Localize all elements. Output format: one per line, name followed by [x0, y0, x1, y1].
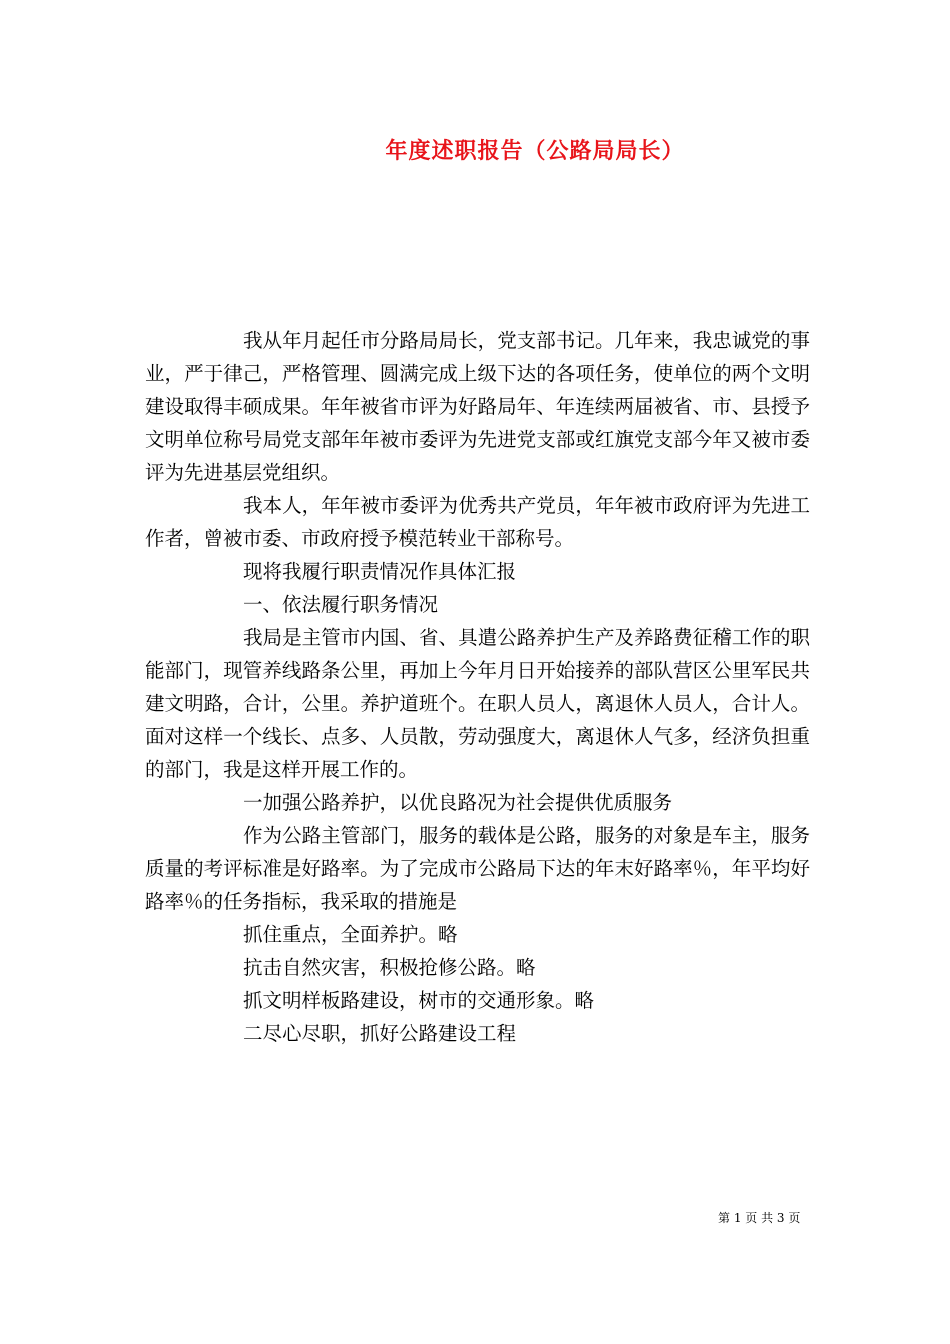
- paragraph-2: 我本人，年年被市委评为优秀共产党员，年年被市政府评为先进工作者，曾被市委、市政府授予模范转业干部称号。: [145, 494, 810, 550]
- measure-item-2: 抗击自然灾害，积极抢修公路。略: [243, 956, 536, 979]
- subsection-heading-1: 一加强公路养护，以优良路况为社会提供优质服务: [243, 791, 673, 814]
- subsection-heading-2: 二尽心尽职，抓好公路建设工程: [243, 1022, 517, 1045]
- measure-item-1: 抓住重点，全面养护。略: [243, 923, 458, 946]
- document-title: 年度述职报告（公路局局长）: [385, 138, 685, 164]
- document-body: [145, 324, 810, 1050]
- paragraph-3: 现将我履行职责情况作具体汇报: [243, 560, 517, 583]
- paragraph-7: 作为公路主管部门，服务的载体是公路，服务的对象是车主，服务质量的考评标准是好路率。为了完成市公路局下达的年末好路率％，年平均好路率％的任务指标，我采取的措施是: [145, 824, 810, 913]
- measure-item-3: 抓文明样板路建设，树市的交通形象。略: [243, 989, 595, 1012]
- section-heading-1: 一、依法履行职务情况: [243, 593, 439, 616]
- paragraph-5: 我局是主管市内国、省、具遣公路养护生产及养路费征稽工作的职能部门，现管养线路条公里，再加上今年月日开始接养的部队营区公里军民共建文明路，合计，公里。养护道班个。在职人员人，离退休人员人，合计人。面对这样一个线长、点多、人员散，劳动强度大，离退休人气多，经济负担重的部门，我是这样开展工作的。: [145, 626, 810, 781]
- paragraph-1: 我从年月起任市分路局局长，党支部书记。几年来，我忠诚党的事业，严于律己，严格管理、圆满完成上级下达的各项任务，使单位的两个文明建设取得丰硕成果。年年被省市评为好路局年、年连续两届被省、市、县授予文明单位称号局党支部年年被市委评为先进党支部或红旗党支部今年又被市委评为先进基层党组织。: [145, 329, 810, 484]
- page-number-footer: 第 1 页 共 3 页: [718, 1211, 801, 1225]
